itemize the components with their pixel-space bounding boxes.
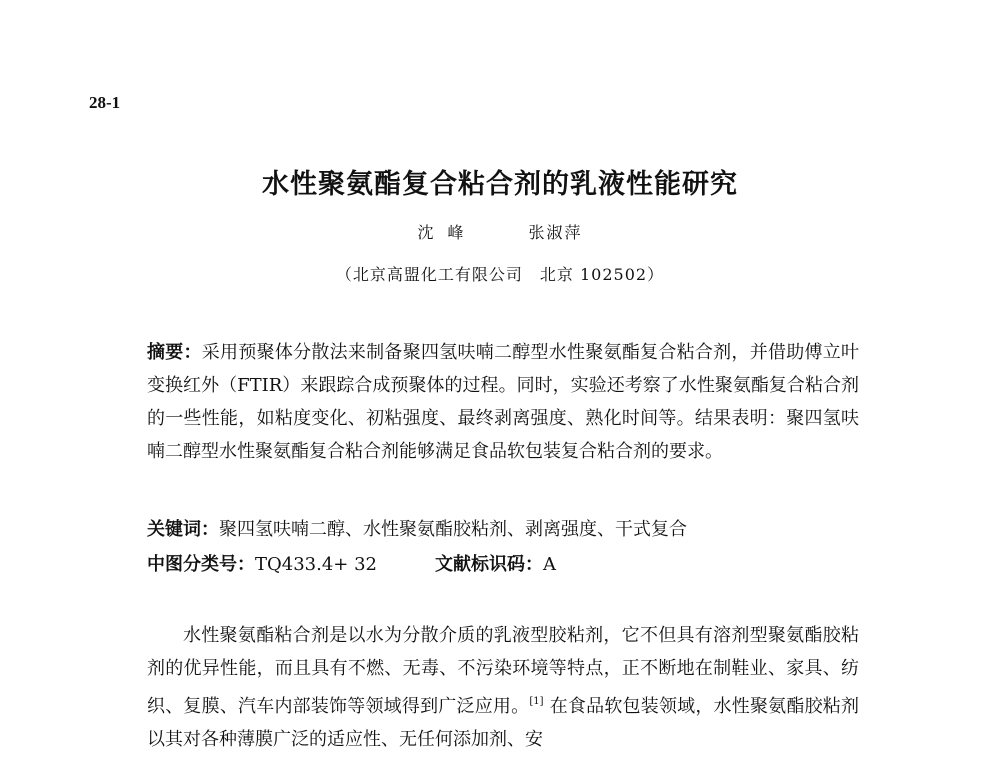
author-name: 沈峰 [417, 223, 478, 242]
keywords-label: 关键词： [147, 519, 219, 540]
keywords [147, 515, 687, 541]
abstract-label: 摘要： [147, 342, 202, 363]
abstract-text: 采用预聚体分散法来制备聚四氢呋喃二醇型水性聚氨酯复合粘合剂，并借助傅立叶变换红外（FTIR）来跟踪合成预聚体的过程。同时，实验还考察了水性聚氨酯复合粘合剂的一些性能，如粘度变化、初粘强度、最终剥离强度、熟化时间等。结果表明：聚四氢呋喃二醇型水性聚氨酯复合粘合剂能够满足食品软包装复合粘合剂的要求。 [147, 342, 860, 462]
paper-title: 水性聚氨酯复合粘合剂的乳液性能研究 [262, 169, 738, 200]
classification-label: 中图分类号： [147, 554, 255, 575]
page-number: 28-1 [89, 93, 121, 112]
author-line [0, 220, 1000, 243]
body-text: 水性聚氨酯粘合剂是以水为分散介质的乳液型胶粘剂，它不但具有溶剂型聚氨酯胶粘剂的优异性能，而且具有不燃、无毒、不污染环境等特点，正不断地在制鞋业、家具、纺织、复膜、汽车内部装饰等领域得到广泛应用。 [147, 625, 859, 717]
document-code: A [543, 554, 557, 575]
keywords-text: 聚四氢呋喃二醇、水性聚氨酯胶粘剂、剥离强度、干式复合 [219, 519, 687, 540]
citation-ref: [1] [529, 696, 544, 707]
body-text-continued: 在食品软包装领域，水性聚氨酯胶粘剂以其对各种薄膜广泛的适应性、无任何添加剂、安 [147, 696, 860, 750]
author-name: 张淑萍 [528, 223, 583, 242]
body-paragraph [147, 619, 859, 756]
abstract [147, 336, 859, 468]
classification-code: TQ433.4+ 32 [255, 554, 378, 575]
affiliation: （北京高盟化工有限公司 北京 102502） [335, 265, 665, 284]
document-code-label: 文献标识码： [435, 554, 544, 575]
classification-line [147, 550, 556, 576]
